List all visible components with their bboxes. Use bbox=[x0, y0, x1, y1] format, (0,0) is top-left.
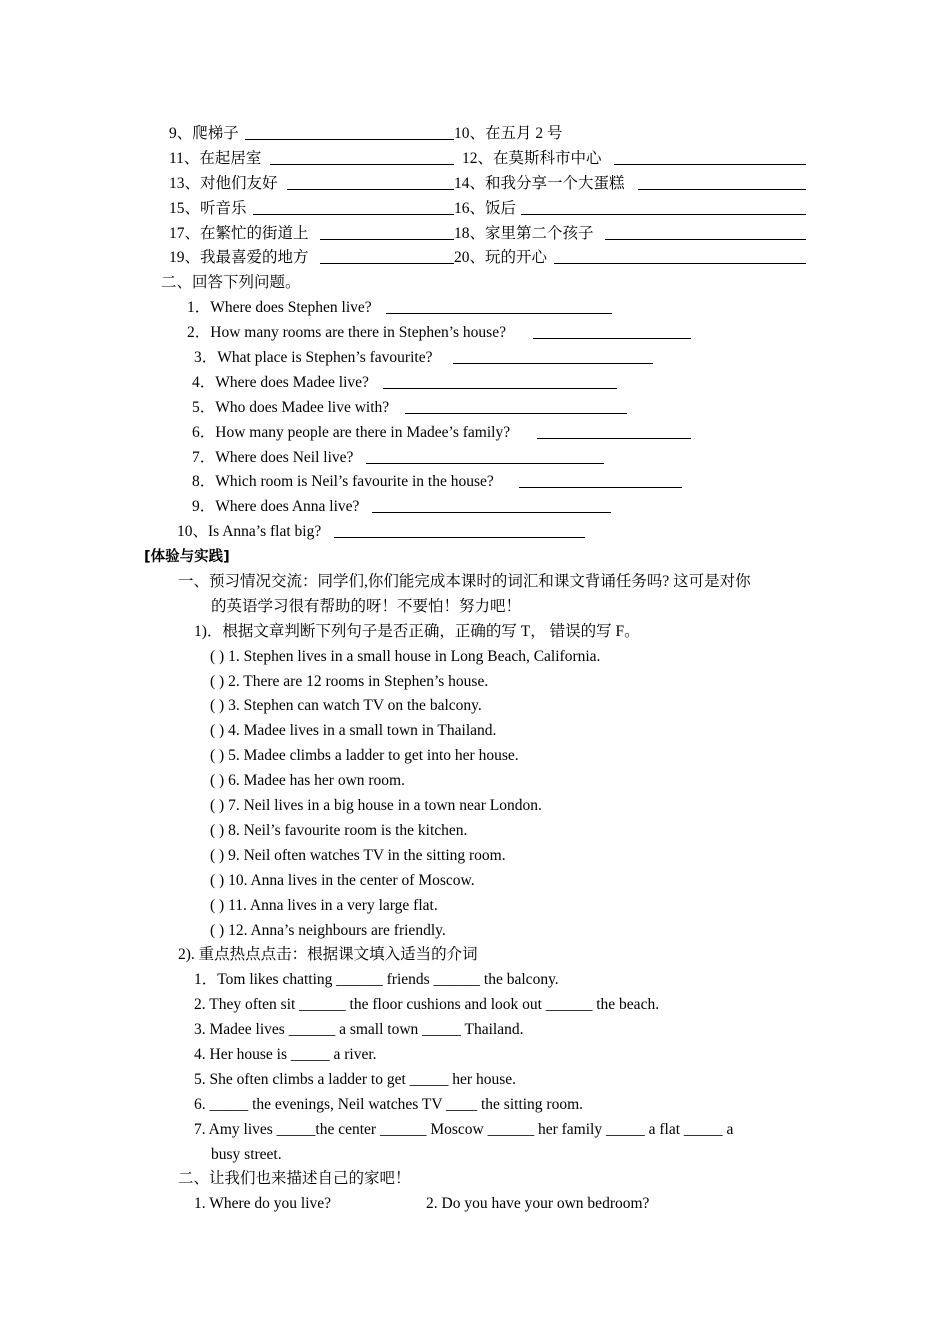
preview-intro-row-2 bbox=[0, 595, 950, 620]
prep-item-cont bbox=[0, 1143, 950, 1168]
question-row bbox=[0, 371, 950, 396]
prep-item bbox=[0, 1018, 950, 1043]
answer-blank[interactable] bbox=[383, 371, 617, 389]
tf-item-text: ( ) 2. There are 12 rooms in Stephen’s house. bbox=[210, 672, 489, 690]
vocab-item: 18、家里第二个孩子 bbox=[454, 224, 594, 242]
tf-item-text: ( ) 11. Anna lives in a very large flat. bbox=[210, 896, 438, 914]
prep-item bbox=[0, 1118, 950, 1143]
prep-instruction-row bbox=[0, 943, 950, 968]
prep-instruction: 2). 重点热点点击：根据课文填入适当的介词 bbox=[178, 946, 478, 964]
tf-item bbox=[0, 844, 950, 869]
tf-item bbox=[0, 694, 950, 719]
prep-item bbox=[0, 993, 950, 1018]
tf-item-text: ( ) 12. Anna’s neighbours are friendly. bbox=[210, 921, 446, 939]
answer-blank[interactable] bbox=[386, 296, 612, 314]
question-row bbox=[0, 321, 950, 346]
tf-item-text: ( ) 10. Anna lives in the center of Moscow. bbox=[210, 871, 475, 889]
prep-item-text: 6. _____ the evenings, Neil watches TV ____ the sitting room. bbox=[194, 1095, 584, 1113]
tf-item-text: ( ) 8. Neil’s favourite room is the kitchen. bbox=[210, 821, 468, 839]
tf-item bbox=[0, 769, 950, 794]
question-text: 5．Who does Madee live with? bbox=[192, 398, 390, 416]
section-title bbox=[0, 271, 950, 296]
answer-blank[interactable] bbox=[554, 246, 806, 264]
vocab-row bbox=[0, 246, 950, 271]
question-text: 9．Where does Anna live? bbox=[192, 498, 360, 516]
answer-blank[interactable] bbox=[372, 495, 611, 513]
answer-blank[interactable] bbox=[334, 520, 585, 538]
prep-item-text: busy street. bbox=[211, 1145, 282, 1163]
answer-blank[interactable] bbox=[521, 197, 806, 215]
vocab-item: 15、听音乐 bbox=[169, 199, 247, 217]
question-row bbox=[0, 346, 950, 371]
tf-instruction-row bbox=[0, 620, 950, 645]
question-text: 7．Where does Neil live? bbox=[192, 448, 354, 466]
answer-blank[interactable] bbox=[366, 446, 604, 464]
prep-item-text: 2. They often sit ______ the floor cushions and look out ______ the beach. bbox=[194, 996, 660, 1014]
question-row bbox=[0, 396, 950, 421]
tf-item bbox=[0, 794, 950, 819]
vocab-row bbox=[0, 222, 950, 247]
tf-item-text: ( ) 6. Madee has her own room. bbox=[210, 772, 405, 790]
question-row bbox=[0, 296, 950, 321]
prep-item bbox=[0, 1043, 950, 1068]
question-text: 4．Where does Madee live? bbox=[192, 373, 369, 391]
question-row bbox=[0, 520, 950, 545]
answer-blank[interactable] bbox=[320, 222, 454, 240]
preview-intro-cont: 的英语学习很有帮助的呀！不要怕！努力吧！ bbox=[211, 597, 522, 615]
question-text: 10、Is Anna’s flat big? bbox=[177, 523, 322, 541]
answer-blank[interactable] bbox=[533, 321, 691, 339]
answer-blank[interactable] bbox=[320, 246, 454, 264]
answer-blank[interactable] bbox=[638, 172, 806, 190]
vocab-item: 12、在莫斯科市中心 bbox=[462, 149, 602, 167]
vocab-row bbox=[0, 172, 950, 197]
answer-blank[interactable] bbox=[614, 147, 806, 165]
answer-blank[interactable] bbox=[605, 222, 806, 240]
tf-item-text: ( ) 9. Neil often watches TV in the sitting room. bbox=[210, 846, 506, 864]
answer-blank[interactable] bbox=[270, 147, 454, 165]
prep-list bbox=[0, 968, 950, 1167]
prep-item bbox=[0, 1068, 950, 1093]
tf-item bbox=[0, 645, 950, 670]
question-row bbox=[0, 421, 950, 446]
tf-item bbox=[0, 894, 950, 919]
answer-blank[interactable] bbox=[287, 172, 454, 190]
question-text: 6．How many people are there in Madee’s family? bbox=[192, 423, 511, 441]
describe-questions-row bbox=[0, 1192, 950, 1217]
answer-blank[interactable] bbox=[253, 197, 454, 215]
answer-blank[interactable] bbox=[245, 122, 454, 140]
tf-item-text: ( ) 7. Neil lives in a big house in a town near London. bbox=[210, 797, 542, 815]
answer-blank[interactable] bbox=[453, 346, 653, 364]
answer-blank[interactable] bbox=[537, 421, 691, 439]
vocab-item: 11、在起居室 bbox=[169, 149, 262, 167]
tf-instruction: 1)．根据文章判断下列句子是否正确，正确的写 T， 错误的写 F。 bbox=[194, 622, 640, 640]
vocab-item: 17、在繁忙的街道上 bbox=[169, 224, 309, 242]
tf-item bbox=[0, 670, 950, 695]
tf-list bbox=[0, 645, 950, 944]
question-row bbox=[0, 495, 950, 520]
worksheet-page bbox=[0, 122, 950, 1217]
question-row bbox=[0, 470, 950, 495]
vocab-item: 19、我最喜爱的地方 bbox=[169, 249, 309, 267]
describe-section-title: 二、让我们也来描述自己的家吧！ bbox=[178, 1170, 411, 1188]
describe-section-row bbox=[0, 1167, 950, 1192]
vocab-item: 20、玩的开心 bbox=[454, 249, 548, 267]
tf-item bbox=[0, 819, 950, 844]
tf-item-text: ( ) 1. Stephen lives in a small house in Long Beach, California. bbox=[210, 647, 601, 665]
vocab-row bbox=[0, 147, 950, 172]
vocab-section bbox=[0, 122, 950, 271]
section2-title: 二、回答下列问题。 bbox=[161, 274, 301, 292]
vocab-item: 14、和我分享一个大蛋糕 bbox=[454, 174, 625, 192]
prep-item bbox=[0, 1093, 950, 1118]
tf-item-text: ( ) 5. Madee climbs a ladder to get into her house. bbox=[210, 747, 519, 765]
question-text: 3．What place is Stephen’s favourite? bbox=[194, 349, 433, 367]
tf-item bbox=[0, 919, 950, 944]
prep-item-text: 7. Amy lives _____the center ______ Moscow ______ her family _____ a flat _____ a bbox=[194, 1120, 734, 1138]
tf-item-text: ( ) 4. Madee lives in a small town in Thailand. bbox=[210, 722, 497, 740]
preview-intro: 一、预习情况交流：同学们,你们能完成本课时的词汇和课文背诵任务吗? 这可是对你 bbox=[178, 573, 751, 591]
prep-item-text: 1．Tom likes chatting ______ friends ______ the balcony. bbox=[194, 971, 559, 989]
question-text: 8．Which room is Neil’s favourite in the house? bbox=[192, 473, 494, 491]
question-text: 1．Where does Stephen live? bbox=[187, 299, 372, 317]
tf-item-text: ( ) 3. Stephen can watch TV on the balcony. bbox=[210, 697, 482, 715]
describe-question-2: 2. Do you have your own bedroom? bbox=[426, 1195, 650, 1213]
question-list bbox=[0, 296, 950, 545]
prep-item-text: 3. Madee lives ______ a small town _____ Thailand. bbox=[194, 1021, 524, 1039]
question-text: 2．How many rooms are there in Stephen’s house? bbox=[187, 324, 506, 342]
vocab-item: 10、在五月 2 号 bbox=[454, 125, 563, 142]
preview-intro-row bbox=[0, 570, 950, 595]
tf-item bbox=[0, 869, 950, 894]
vocab-item: 9、爬梯子 bbox=[169, 125, 239, 142]
vocab-row bbox=[0, 122, 950, 147]
vocab-item: 13、对他们友好 bbox=[169, 174, 278, 192]
practice-heading: [体验与实践] bbox=[144, 549, 230, 566]
prep-item bbox=[0, 968, 950, 993]
tf-item bbox=[0, 744, 950, 769]
prep-item-text: 5. She often climbs a ladder to get _____ her house. bbox=[194, 1070, 516, 1088]
answer-blank[interactable] bbox=[519, 470, 682, 488]
tf-item bbox=[0, 719, 950, 744]
vocab-row bbox=[0, 197, 950, 222]
vocab-item: 16、饭后 bbox=[454, 199, 517, 217]
question-row bbox=[0, 446, 950, 471]
practice-heading-row bbox=[0, 545, 950, 570]
answer-blank[interactable] bbox=[405, 396, 627, 414]
describe-question-1: 1. Where do you live? bbox=[194, 1195, 332, 1213]
prep-item-text: 4. Her house is _____ a river. bbox=[194, 1045, 377, 1063]
